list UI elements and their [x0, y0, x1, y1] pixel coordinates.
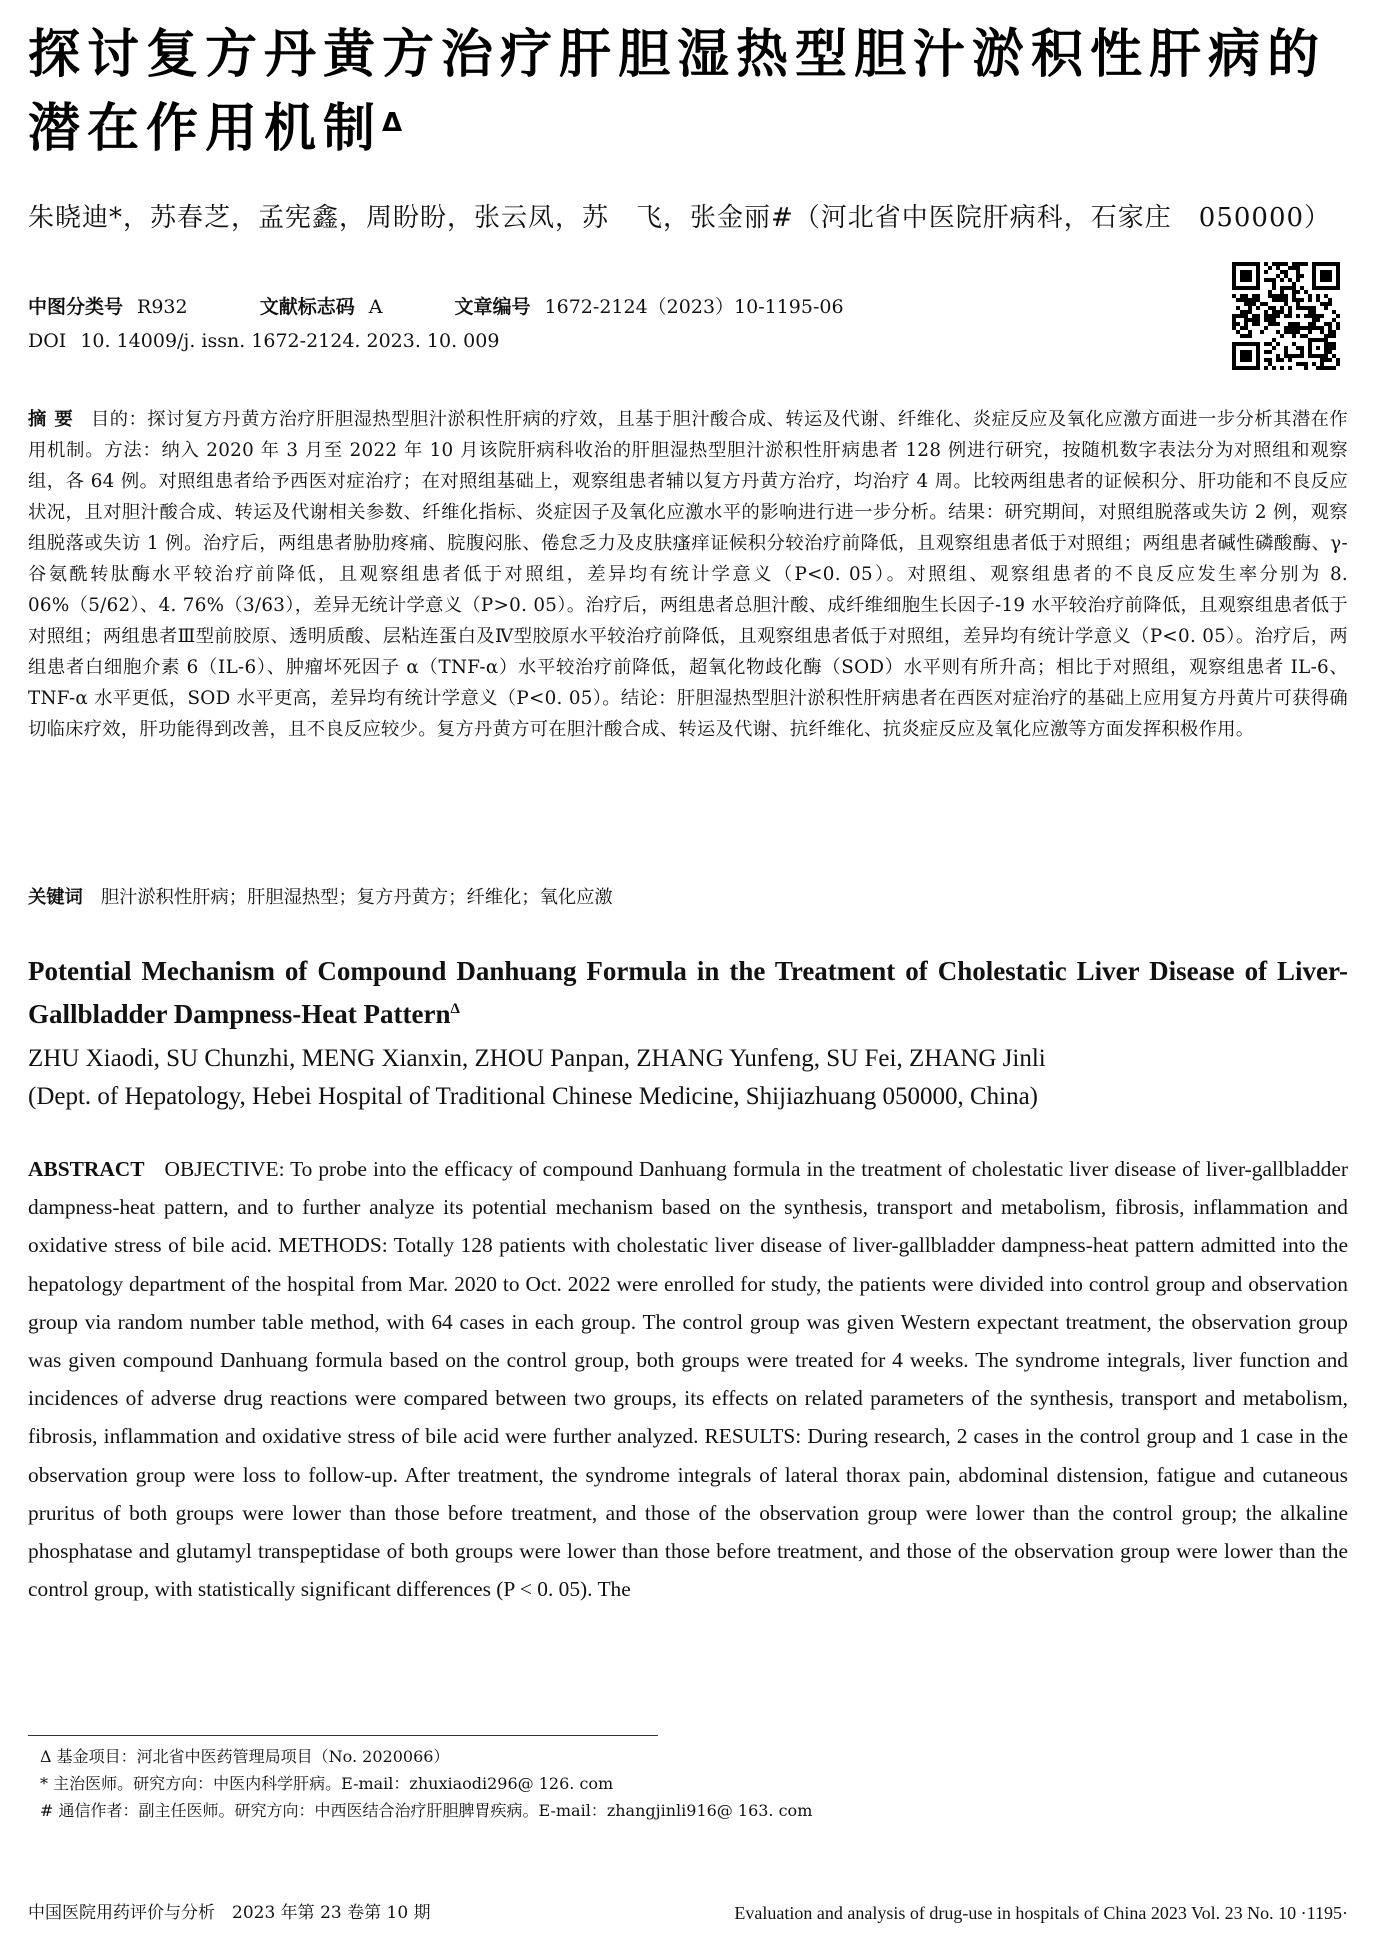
english-title-text: Potential Mechanism of Compound Danhuang Formula in the Treatment of Cholestatic Liver Disease of Liver-Gallbladder Dampness-Heat Pattern [28, 956, 1348, 1029]
doi-value: 10. 14009/j. issn. 1672-2124. 2023. 10. 009 [80, 330, 500, 352]
abstract-cn-text: 目的：探讨复方丹黄方治疗肝胆湿热型胆汁淤积性肝病的疗效，且基于胆汁酸合成、转运及代谢、纤维化、炎症反应及氧化应激方面进一步分析其潜在作用机制。方法：纳入 2020 年 3 月至 2022 年 10 月该院肝病科收治的肝胆湿热型胆汁淤积性肝病患者 128 例进行研究，按随机数字表法分为对照组和观察组，各 64 例。对照组患者给予西医对症治疗；在对照组基础上，观察组患者辅以复方丹黄方治疗，均治疗 4 周。比较两组患者的证候积分、肝功能和不良反应状况，且对胆汁酸合成、转运及代谢相关参数、纤维化指标、炎症因子及氧化应激水平的影响进行进一步分析。结果：研究期间，对照组脱落或失访 2 例，观察组脱落或失访 1 例。治疗后，两组患者胁肋疼痛、脘腹闷胀、倦怠乏力及皮肤瘙痒证候积分较治疗前降低，且观察组患者低于对照组；两组患者碱性磷酸酶、γ-谷氨酰转肽酶水平较治疗前降低，且观察组患者低于对照组，差异均有统计学意义（P<0. 05）。对照组、观察组患者的不良反应发生率分别为 8. 06%（5/62）、4. 76%（3/63），差异无统计学意义（P>0. 05）。治疗后，两组患者总胆汁酸、成纤维细胞生长因子-19 水平较治疗前降低，且观察组患者低于对照组；两组患者Ⅲ型前胶原、透明质酸、层粘连蛋白及Ⅳ型胶原水平较治疗前降低，且观察组患者低于对照组，差异均有统计学意义（P<0. 05）。治疗后，两组患者白细胞介素 6（IL-6）、肿瘤坏死因子 α（TNF-α）水平较治疗前降低，超氧化物歧化酶（SOD）水平则有所升高；相比于对照组，观察组患者 IL-6、TNF-α 水平更低，SOD 水平更高，差异均有统计学意义（P<0. 05）。结论：肝胆湿热型胆汁淤积性肝病患者在西医对症治疗的基础上应用复方丹黄片可获得确切临床疗效，肝功能得到改善，且不良反应较少。复方丹黄方可在胆汁酸合成、转运及代谢、抗纤维化、抗炎症反应及氧化应激等方面发挥积极作用。 [28, 409, 1348, 740]
page-footer [28, 1898, 1348, 1928]
clc-value: R932 [137, 296, 188, 318]
chinese-abstract [28, 404, 1348, 745]
footnote-first-author: * 主治医师。研究方向：中医内科学肝病。E-mail：zhuxiaodi296@ 126. com [40, 1774, 614, 1793]
keywords-cn-text: 胆汁淤积性肝病；肝胆湿热型；复方丹黄方；纤维化；氧化应激 [100, 887, 613, 908]
chinese-title [28, 18, 1348, 166]
english-authors [28, 1040, 1348, 1116]
english-abstract [28, 1150, 1348, 1608]
footer-journal-en: Evaluation and analysis of drug-use in hospitals of China 2023 Vol. 23 No. 10 ·1195· [734, 1903, 1348, 1923]
footnote-fund: Δ 基金项目：河北省中医药管理局项目（No. 2020066） [40, 1747, 450, 1766]
footnotes [40, 1743, 1040, 1824]
footnote-corresponding-author: # 通信作者：副主任医师。研究方向：中西医结合治疗肝胆脾胃疾病。E-mail：zhangjinli916@ 163. com [40, 1801, 813, 1820]
english-author-names: ZHU Xiaodi, SU Chunzhi, MENG Xianxin, ZHOU Panpan, ZHANG Yunfeng, SU Fei, ZHANG Jinli [28, 1045, 1046, 1072]
doc-code-value: A [368, 296, 383, 318]
article-no-value: 1672-2124（2023）10-1195-06 [544, 296, 844, 318]
footer-journal-cn: 中国医院用药评价与分析 2023 年第 23 卷第 10 期 [28, 1903, 431, 1923]
fund-mark: Δ [382, 108, 403, 138]
english-fund-mark: Δ [450, 1001, 460, 1017]
chinese-title-text: 探讨复方丹黄方治疗肝胆湿热型胆汁淤积性肝病的潜在作用机制 [28, 25, 1327, 159]
english-title [28, 952, 1348, 1033]
abstract-en-label: ABSTRACT [28, 1157, 145, 1181]
chinese-keywords [28, 882, 1348, 914]
article-no-label: 文章编号 [454, 296, 531, 318]
abstract-en-text: OBJECTIVE: To probe into the efficacy of compound Danhuang formula in the treatment of cholestatic liver disease of liver-gallbladder dampness-heat pattern, and to further analyze its potential mechanism based on the synthesis, transport and metabolism, fibrosis, inflammation and oxidative stress of bile acid. METHODS: Totally 128 patients with cholestatic liver disease of liver-gallbladder dampness-heat pattern admitted into the hepatology department of the hospital from Mar. 2020 to Oct. 2022 were enrolled for study, the patients were divided into control group and observation group via random number table method, with 64 cases in each group. The control group was given Western expectant treatment, the observation group was given compound Danhuang formula based on the control group, both groups were treated for 4 weeks. The syndrome integrals, liver function and incidences of adverse drug reactions were compared between two groups, its effects on related parameters of the synthesis, transport and metabolism, fibrosis, inflammation and oxidative stress of bile acid were further analyzed. RESULTS: During research, 2 cases in the control group and 1 case in the observation group were loss to follow-up. After treatment, the syndrome integrals of lateral thorax pain, abdominal distension, fatigue and cutaneous pruritus of both groups were lower than those before treatment, and those of the observation group were lower than the control group; the alkaline phosphatase and glutamyl transpeptidase of both groups were lower than those before treatment, and those of the observation group were lower than the control group, with statistically significant differences (P < 0. 05). The [28, 1157, 1348, 1602]
classification-row [28, 290, 1208, 324]
article-meta [28, 290, 1208, 358]
footnote-divider [28, 1735, 658, 1736]
doi-row [28, 324, 1208, 358]
english-affiliation: (Dept. of Hepatology, Hebei Hospital of Traditional Chinese Medicine, Shijiazhuang 050000, China) [28, 1083, 1039, 1110]
clc-label: 中图分类号 [28, 296, 124, 318]
chinese-authors: 朱晓迪*，苏春芝，孟宪鑫，周盼盼，张云凤，苏 飞，张金丽#（河北省中医院肝病科，石家庄 050000） [28, 203, 1332, 233]
keywords-cn-label: 关键词 [28, 887, 83, 908]
doi-label: DOI [28, 330, 67, 352]
qr-code-icon[interactable] [1232, 262, 1340, 370]
abstract-cn-label: 摘要 [28, 409, 81, 430]
doc-code-label: 文献标志码 [259, 296, 355, 318]
